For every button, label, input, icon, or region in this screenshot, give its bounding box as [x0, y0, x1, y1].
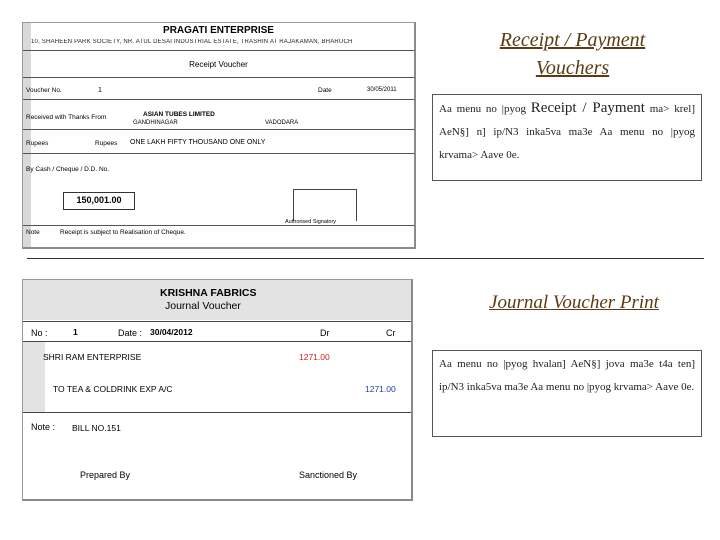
- party-address: GANDHINAGAR: [133, 120, 178, 126]
- journal-credit-account: TO TEA & COLDRINK EXP A/C: [53, 384, 173, 394]
- journal-company-name: KRISHNA FABRICS: [160, 287, 257, 299]
- signature-box: [293, 189, 357, 221]
- divider: [23, 412, 411, 413]
- voucher-no-label: Voucher No.: [26, 87, 62, 94]
- journal-date-label: Date :: [118, 328, 143, 338]
- amount-value: 150,001.00: [76, 195, 122, 205]
- journal-note-label: Note :: [31, 422, 56, 432]
- journal-date-value: 30/04/2012: [150, 327, 193, 337]
- authorised-signatory-label: Authorised Signatory: [285, 219, 337, 225]
- amount-box: [63, 192, 135, 210]
- cr-column-label: Cr: [386, 328, 396, 338]
- note-label: Note: [26, 229, 40, 236]
- journal-title: Journal Voucher: [165, 300, 241, 312]
- journal-no-value: 1: [73, 327, 78, 337]
- divider: [23, 341, 411, 342]
- divider: [23, 129, 414, 130]
- journal-voucher-screenshot: [22, 279, 413, 501]
- divider: [23, 77, 414, 78]
- party-city: VADODARA: [265, 120, 299, 126]
- divider: [23, 50, 414, 51]
- sanctioned-by-label: Sanctioned By: [299, 470, 358, 480]
- description-text: ma> krel] AeN§] n] ip/N3 inka5va ma3e Aa menu no |pyog krvama> Aave 0e.: [439, 103, 695, 161]
- payment-mode-label: By Cash / Cheque / D.D. No.: [26, 166, 110, 173]
- journal-note-text: BILL NO.151: [72, 423, 121, 433]
- journal-debit-account: SHRI RAM ENTERPRISE: [43, 352, 142, 362]
- left-margin-shade: [23, 23, 31, 247]
- divider: [23, 153, 414, 154]
- description-highlight: Receipt / Payment: [530, 100, 645, 116]
- receipt-company-address: 10, SHAHEEN PARK SOCIETY, NR. ATUL DESAI INDUSTRIAL ESTATE, TRASHIN AT RAJAKAMAN, BHARUCH: [31, 39, 353, 45]
- prepared-by-label: Prepared By: [80, 470, 131, 480]
- dr-column-label: Dr: [320, 328, 330, 338]
- receipt-company-name: PRAGATI ENTERPRISE: [163, 25, 274, 36]
- receipt-voucher-screenshot: [22, 22, 416, 249]
- description-text: Aa menu no |pyog: [439, 103, 526, 115]
- note-text: Receipt is subject to Realisation of Cheque.: [60, 229, 186, 236]
- journal-debit-amount: 1271.00: [299, 352, 330, 362]
- amount-in-words: ONE LAKH FIFTY THOUSAND ONE ONLY: [130, 139, 266, 146]
- divider: [23, 99, 414, 100]
- party-name: ASIAN TUBES LIMITED: [143, 111, 215, 118]
- rupees-label: Rupees: [26, 140, 49, 147]
- left-margin-shade: [23, 342, 45, 412]
- date-value: 30/05/2011: [367, 87, 397, 93]
- receipt-payment-heading: Receipt / Payment Vouchers: [499, 29, 646, 79]
- journal-voucher-description: Aa menu no |pyog hvalan] AeN§] jova ma3e t4a ten] ip/N3 inka5va ma3e Aa menu no |pyog krvama> Aave 0e.: [432, 350, 702, 437]
- divider: [23, 225, 414, 226]
- rupees-label-inline: Rupees: [95, 140, 118, 147]
- journal-no-label: No :: [31, 328, 48, 338]
- receipt-title: Receipt Voucher: [189, 60, 248, 69]
- voucher-no-value: 1: [98, 87, 102, 94]
- divider: [23, 321, 411, 322]
- journal-credit-amount: 1271.00: [365, 384, 396, 394]
- received-from-label: Received with Thanks From: [26, 114, 107, 121]
- journal-voucher-heading: Journal Voucher Print: [489, 292, 659, 313]
- date-label: Date: [318, 87, 332, 94]
- receipt-payment-description: [432, 94, 702, 181]
- section-divider: [27, 258, 704, 259]
